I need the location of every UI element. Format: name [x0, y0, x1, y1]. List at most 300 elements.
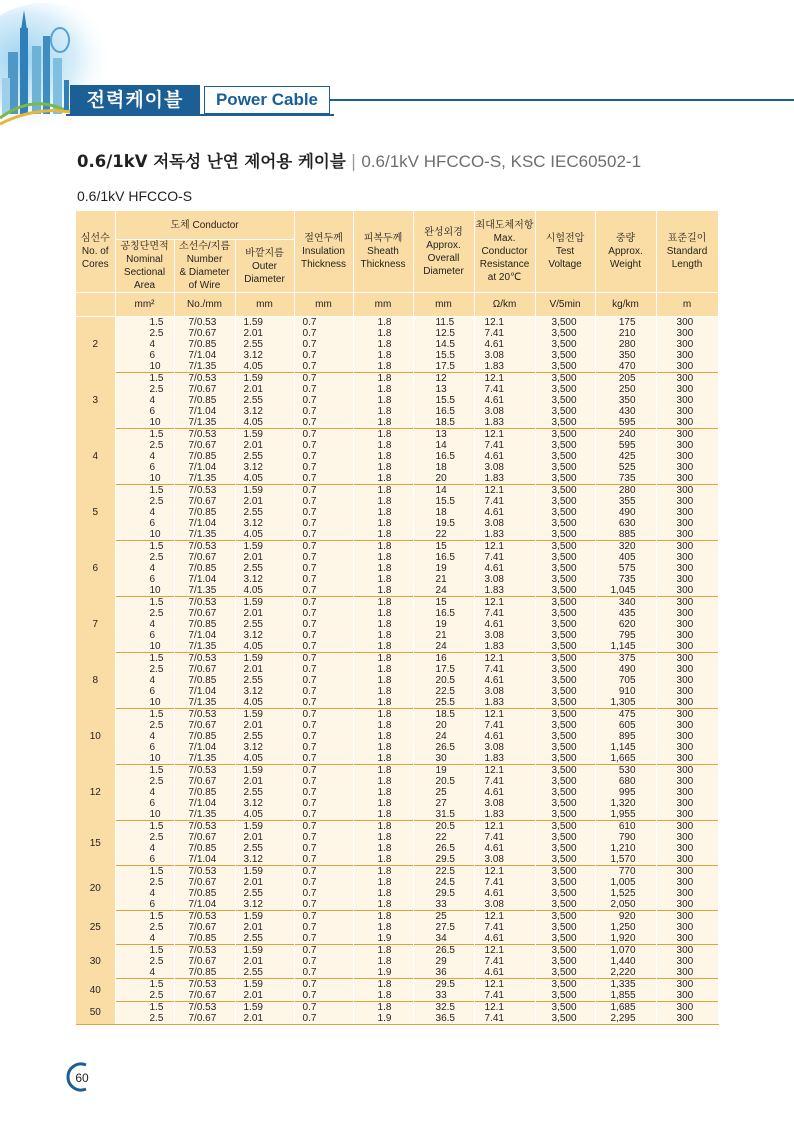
- insulation-value: 0.7: [302, 731, 317, 742]
- length-cell: [656, 911, 718, 945]
- weight-value: 1,955: [610, 809, 636, 820]
- outer-value: 2.55: [243, 888, 263, 899]
- outer-value: 2.01: [243, 664, 263, 675]
- insulation-cell: [294, 911, 353, 945]
- wire-value: 7/1.04: [188, 899, 217, 910]
- wire-value: 7/1.04: [188, 406, 217, 417]
- overall-cell: [413, 541, 474, 597]
- insulation-value: 0.7: [302, 1013, 317, 1024]
- overall-cell: [413, 653, 474, 709]
- area-value: 1.5: [149, 1002, 164, 1013]
- outer-value: 2.01: [243, 720, 263, 731]
- overall-value: 19.5: [435, 518, 455, 529]
- length-cell: [656, 765, 718, 821]
- sheath-value: 1.8: [377, 854, 392, 865]
- weight-value: 1,305: [610, 697, 636, 708]
- area-value: 4: [149, 563, 156, 574]
- weight-cell: [595, 979, 656, 1002]
- voltage-cell: [535, 765, 595, 821]
- overall-value: 22.5: [435, 686, 455, 697]
- insulation-value: 0.7: [302, 821, 317, 832]
- header-text: Test: [555, 246, 575, 257]
- resistance-cell: [474, 911, 535, 945]
- wire-cell: [174, 945, 235, 979]
- voltage-cell: [535, 945, 595, 979]
- voltage-value: 3,500: [551, 686, 577, 697]
- header-text: No. of: [81, 246, 109, 257]
- length-value: 300: [676, 888, 694, 899]
- voltage-value: 3,500: [551, 317, 577, 328]
- voltage-value: 3,500: [551, 440, 577, 451]
- overall-value: 32.5: [435, 1002, 455, 1013]
- resistance-value: 1.83: [484, 585, 504, 596]
- resistance-cell: [474, 317, 535, 373]
- sheath-value: 1.8: [377, 821, 392, 832]
- resistance-value: 7.41: [484, 776, 504, 787]
- area-cell: [115, 945, 174, 979]
- header-standard-length: [656, 211, 718, 293]
- wire-value: 7/0.67: [188, 1013, 217, 1024]
- voltage-value: 3,500: [551, 821, 577, 832]
- resistance-value: 7.41: [484, 328, 504, 339]
- sheath-cell: [353, 597, 413, 653]
- table-row: [76, 765, 718, 821]
- overall-value: 18: [435, 507, 447, 518]
- header-text: Conductor: [481, 246, 528, 257]
- area-value: 1.5: [149, 911, 164, 922]
- overall-value: 15.5: [435, 496, 455, 507]
- area-value: 4: [149, 967, 156, 978]
- overall-cell: [413, 821, 474, 866]
- wire-value: 7/1.35: [188, 697, 217, 708]
- wire-value: 7/0.67: [188, 990, 217, 1001]
- area-value: 10: [149, 753, 161, 764]
- length-value: 300: [676, 496, 694, 507]
- area-value: 6: [149, 462, 156, 473]
- overall-value: 15.5: [435, 395, 455, 406]
- outer-value: 3.12: [243, 350, 263, 361]
- voltage-cell: [535, 653, 595, 709]
- overall-cell: [413, 429, 474, 485]
- outer-value: 3.12: [243, 686, 263, 697]
- insulation-value: 0.7: [302, 956, 317, 967]
- insulation-value: 0.7: [302, 641, 317, 652]
- outer-value: 1.59: [243, 945, 263, 956]
- cores-cell: 5: [76, 485, 115, 541]
- resistance-value: 4.61: [484, 451, 504, 462]
- outer-value: 2.01: [243, 956, 263, 967]
- insulation-value: 0.7: [302, 742, 317, 753]
- weight-value: 1,045: [610, 585, 636, 596]
- outer-cell: [235, 485, 294, 541]
- insulation-value: 0.7: [302, 440, 317, 451]
- overall-value: 27.5: [435, 922, 455, 933]
- resistance-value: 4.61: [484, 395, 504, 406]
- length-cell: [656, 709, 718, 765]
- wire-value: 7/1.04: [188, 686, 217, 697]
- area-value: 10: [149, 697, 161, 708]
- area-value: 1.5: [149, 945, 164, 956]
- wire-cell: [174, 541, 235, 597]
- resistance-value: 4.61: [484, 619, 504, 630]
- weight-value: 405: [618, 552, 636, 563]
- overall-value: 24: [435, 731, 447, 742]
- outer-value: 1.59: [243, 541, 263, 552]
- sheath-value: 1.8: [377, 473, 392, 484]
- wire-value: 7/0.67: [188, 922, 217, 933]
- outer-value: 2.55: [243, 619, 263, 630]
- wire-value: 7/1.35: [188, 585, 217, 596]
- resistance-value: 3.08: [484, 742, 504, 753]
- overall-cell: [413, 1002, 474, 1025]
- outer-value: 4.05: [243, 809, 263, 820]
- length-value: 300: [676, 686, 694, 697]
- wire-value: 7/0.85: [188, 339, 217, 350]
- voltage-value: 3,500: [551, 507, 577, 518]
- resistance-value: 3.08: [484, 854, 504, 865]
- area-cell: [115, 653, 174, 709]
- area-cell: [115, 1002, 174, 1025]
- overall-value: 19: [435, 563, 447, 574]
- overall-value: 16: [435, 653, 447, 664]
- insulation-value: 0.7: [302, 563, 317, 574]
- weight-value: 1,070: [610, 945, 636, 956]
- area-value: 1.5: [149, 821, 164, 832]
- length-cell: [656, 653, 718, 709]
- overall-value: 12: [435, 373, 447, 384]
- resistance-value: 12.1: [484, 866, 504, 877]
- insulation-value: 0.7: [302, 417, 317, 428]
- area-value: 6: [149, 350, 156, 361]
- unit-cell: V/5min: [535, 293, 595, 317]
- sheath-value: 1.8: [377, 563, 392, 574]
- overall-value: 26.5: [435, 843, 455, 854]
- resistance-value: 4.61: [484, 933, 504, 944]
- sheath-value: 1.9: [377, 1013, 392, 1024]
- outer-value: 4.05: [243, 641, 263, 652]
- outer-value: 1.59: [243, 485, 263, 496]
- resistance-value: 12.1: [484, 485, 504, 496]
- voltage-cell: [535, 429, 595, 485]
- insulation-value: 0.7: [302, 843, 317, 854]
- wire-value: 7/1.35: [188, 473, 217, 484]
- header-text: Cores: [81, 259, 109, 270]
- header-text: Thickness: [360, 259, 406, 270]
- sheath-value: 1.8: [377, 1002, 392, 1013]
- voltage-value: 3,500: [551, 956, 577, 967]
- outer-value: 3.12: [243, 518, 263, 529]
- overall-value: 13: [435, 384, 447, 395]
- weight-value: 1,320: [610, 798, 636, 809]
- area-cell: [115, 485, 174, 541]
- wire-cell: [174, 1002, 235, 1025]
- resistance-value: 7.41: [484, 664, 504, 675]
- overall-value: 29.5: [435, 979, 455, 990]
- table-row: [76, 373, 718, 429]
- sheath-value: 1.8: [377, 361, 392, 372]
- overall-value: 22: [435, 529, 447, 540]
- insulation-value: 0.7: [302, 709, 317, 720]
- length-value: 300: [676, 563, 694, 574]
- outer-value: 2.55: [243, 787, 263, 798]
- sheath-value: 1.8: [377, 731, 392, 742]
- overall-value: 29: [435, 956, 447, 967]
- wire-value: 7/0.53: [188, 979, 217, 990]
- header-text: Length: [671, 259, 703, 270]
- weight-value: 1,210: [610, 843, 636, 854]
- insulation-value: 0.7: [302, 574, 317, 585]
- header-outer-diameter: [235, 240, 294, 293]
- resistance-value: 12.1: [484, 373, 504, 384]
- insulation-value: 0.7: [302, 990, 317, 1001]
- header-text: 공칭단면적: [120, 241, 169, 252]
- table-row: [76, 541, 718, 597]
- insulation-value: 0.7: [302, 384, 317, 395]
- sheath-value: 1.8: [377, 776, 392, 787]
- overall-value: 20.5: [435, 821, 455, 832]
- weight-value: 895: [618, 731, 636, 742]
- resistance-value: 3.08: [484, 406, 504, 417]
- title-separator: |: [350, 152, 357, 171]
- insulation-value: 0.7: [302, 911, 317, 922]
- sheath-cell: [353, 866, 413, 911]
- wire-value: 7/1.35: [188, 529, 217, 540]
- outer-value: 3.12: [243, 899, 263, 910]
- wire-value: 7/0.53: [188, 866, 217, 877]
- insulation-value: 0.7: [302, 686, 317, 697]
- wire-value: 7/0.85: [188, 843, 217, 854]
- outer-value: 4.05: [243, 753, 263, 764]
- resistance-value: 12.1: [484, 653, 504, 664]
- sheath-cell: [353, 979, 413, 1002]
- outer-value: 1.59: [243, 653, 263, 664]
- outer-value: 2.01: [243, 990, 263, 1001]
- resistance-value: 7.41: [484, 832, 504, 843]
- area-value: 2.5: [149, 877, 164, 888]
- outer-value: 3.12: [243, 462, 263, 473]
- resistance-value: 4.61: [484, 731, 504, 742]
- wire-value: 7/1.04: [188, 798, 217, 809]
- length-cell: [656, 866, 718, 911]
- sheath-value: 1.8: [377, 552, 392, 563]
- wire-value: 7/0.53: [188, 485, 217, 496]
- outer-value: 3.12: [243, 574, 263, 585]
- outer-value: 2.55: [243, 563, 263, 574]
- length-value: 300: [676, 709, 694, 720]
- voltage-value: 3,500: [551, 653, 577, 664]
- resistance-value: 4.61: [484, 675, 504, 686]
- header-text: 중량: [615, 233, 636, 244]
- sheath-value: 1.8: [377, 417, 392, 428]
- resistance-value: 4.61: [484, 843, 504, 854]
- resistance-value: 12.1: [484, 821, 504, 832]
- sheath-value: 1.8: [377, 888, 392, 899]
- weight-cell: [595, 373, 656, 429]
- insulation-value: 0.7: [302, 608, 317, 619]
- overall-value: 21: [435, 630, 447, 641]
- length-cell: [656, 945, 718, 979]
- area-value: 1.5: [149, 541, 164, 552]
- voltage-value: 3,500: [551, 384, 577, 395]
- area-value: 1.5: [149, 373, 164, 384]
- table-row: [76, 317, 718, 373]
- voltage-value: 3,500: [551, 1013, 577, 1024]
- table-row: [76, 945, 718, 979]
- insulation-cell: [294, 373, 353, 429]
- sheath-cell: [353, 373, 413, 429]
- voltage-value: 3,500: [551, 911, 577, 922]
- insulation-value: 0.7: [302, 945, 317, 956]
- wire-value: 7/1.35: [188, 809, 217, 820]
- voltage-value: 3,500: [551, 417, 577, 428]
- weight-value: 1,145: [610, 742, 636, 753]
- weight-value: 475: [618, 709, 636, 720]
- voltage-value: 3,500: [551, 933, 577, 944]
- unit-cell: mm: [413, 293, 474, 317]
- outer-value: 2.01: [243, 496, 263, 507]
- insulation-value: 0.7: [302, 529, 317, 540]
- insulation-value: 0.7: [302, 597, 317, 608]
- sheath-value: 1.8: [377, 653, 392, 664]
- sheath-value: 1.9: [377, 933, 392, 944]
- length-value: 300: [676, 956, 694, 967]
- header-text: Voltage: [548, 259, 582, 270]
- cores-cell: 20: [76, 866, 115, 911]
- header-text: Number: [186, 254, 223, 265]
- voltage-value: 3,500: [551, 485, 577, 496]
- wire-value: 7/1.35: [188, 641, 217, 652]
- outer-value: 4.05: [243, 361, 263, 372]
- length-value: 300: [676, 328, 694, 339]
- resistance-value: 3.08: [484, 899, 504, 910]
- resistance-cell: [474, 709, 535, 765]
- weight-value: 795: [618, 630, 636, 641]
- wire-value: 7/1.04: [188, 742, 217, 753]
- area-cell: [115, 979, 174, 1002]
- outer-cell: [235, 597, 294, 653]
- sheath-cell: [353, 317, 413, 373]
- wire-value: 7/1.04: [188, 630, 217, 641]
- wire-value: 7/1.35: [188, 417, 217, 428]
- header-text: 최대도체저항: [475, 220, 534, 231]
- header-text: Weight: [610, 259, 641, 270]
- weight-cell: [595, 821, 656, 866]
- area-value: 6: [149, 798, 156, 809]
- insulation-value: 0.7: [302, 653, 317, 664]
- resistance-value: 7.41: [484, 496, 504, 507]
- resistance-cell: [474, 429, 535, 485]
- insulation-cell: [294, 709, 353, 765]
- weight-value: 1,920: [610, 933, 636, 944]
- insulation-value: 0.7: [302, 697, 317, 708]
- table-row: [76, 911, 718, 945]
- overall-value: 15: [435, 541, 447, 552]
- weight-value: 575: [618, 563, 636, 574]
- header-text: of Wire: [188, 280, 221, 291]
- insulation-value: 0.7: [302, 451, 317, 462]
- wire-value: 7/1.04: [188, 462, 217, 473]
- wire-value: 7/1.04: [188, 518, 217, 529]
- area-value: 4: [149, 395, 156, 406]
- outer-value: 2.01: [243, 877, 263, 888]
- length-value: 300: [676, 395, 694, 406]
- wire-value: 7/0.67: [188, 440, 217, 451]
- overall-value: 26.5: [435, 742, 455, 753]
- length-value: 300: [676, 877, 694, 888]
- wire-value: 7/0.67: [188, 384, 217, 395]
- voltage-value: 3,500: [551, 496, 577, 507]
- overall-value: 22: [435, 832, 447, 843]
- insulation-value: 0.7: [302, 979, 317, 990]
- weight-value: 1,685: [610, 1002, 636, 1013]
- insulation-value: 0.7: [302, 373, 317, 384]
- wire-value: 7/0.67: [188, 832, 217, 843]
- outer-value: 2.01: [243, 832, 263, 843]
- cores-cell: 7: [76, 597, 115, 653]
- voltage-value: 3,500: [551, 373, 577, 384]
- wire-value: 7/0.85: [188, 563, 217, 574]
- resistance-value: 3.08: [484, 518, 504, 529]
- sheath-cell: [353, 653, 413, 709]
- resistance-cell: [474, 485, 535, 541]
- length-value: 300: [676, 653, 694, 664]
- insulation-value: 0.7: [302, 832, 317, 843]
- overall-cell: [413, 979, 474, 1002]
- table-row: [76, 597, 718, 653]
- insulation-value: 0.7: [302, 877, 317, 888]
- resistance-value: 4.61: [484, 888, 504, 899]
- overall-value: 24.5: [435, 877, 455, 888]
- overall-value: 31.5: [435, 809, 455, 820]
- outer-value: 1.59: [243, 317, 263, 328]
- overall-value: 16.5: [435, 406, 455, 417]
- cores-cell: 50: [76, 1002, 115, 1025]
- weight-value: 425: [618, 451, 636, 462]
- length-value: 300: [676, 552, 694, 563]
- weight-value: 1,440: [610, 956, 636, 967]
- overall-value: 16.5: [435, 451, 455, 462]
- length-value: 300: [676, 731, 694, 742]
- insulation-value: 0.7: [302, 765, 317, 776]
- overall-value: 22.5: [435, 866, 455, 877]
- voltage-value: 3,500: [551, 608, 577, 619]
- length-value: 300: [676, 585, 694, 596]
- area-value: 1.5: [149, 653, 164, 664]
- sheath-value: 1.8: [377, 753, 392, 764]
- header-text: 시험전압: [545, 233, 585, 244]
- outer-cell: [235, 979, 294, 1002]
- wire-value: 7/0.53: [188, 765, 217, 776]
- header-text: 절연두께: [304, 233, 343, 244]
- length-value: 300: [676, 574, 694, 585]
- area-value: 2.5: [149, 922, 164, 933]
- header-text: Area: [133, 280, 156, 291]
- voltage-value: 3,500: [551, 866, 577, 877]
- resistance-cell: [474, 821, 535, 866]
- weight-value: 605: [618, 720, 636, 731]
- voltage-value: 3,500: [551, 585, 577, 596]
- length-value: 300: [676, 753, 694, 764]
- weight-value: 375: [618, 653, 636, 664]
- overall-value: 34: [435, 933, 447, 944]
- outer-cell: [235, 866, 294, 911]
- wire-value: 7/0.85: [188, 967, 217, 978]
- area-value: 2.5: [149, 720, 164, 731]
- weight-value: 1,665: [610, 753, 636, 764]
- header-overall-diameter: [413, 211, 474, 293]
- length-value: 300: [676, 990, 694, 1001]
- voltage-value: 3,500: [551, 922, 577, 933]
